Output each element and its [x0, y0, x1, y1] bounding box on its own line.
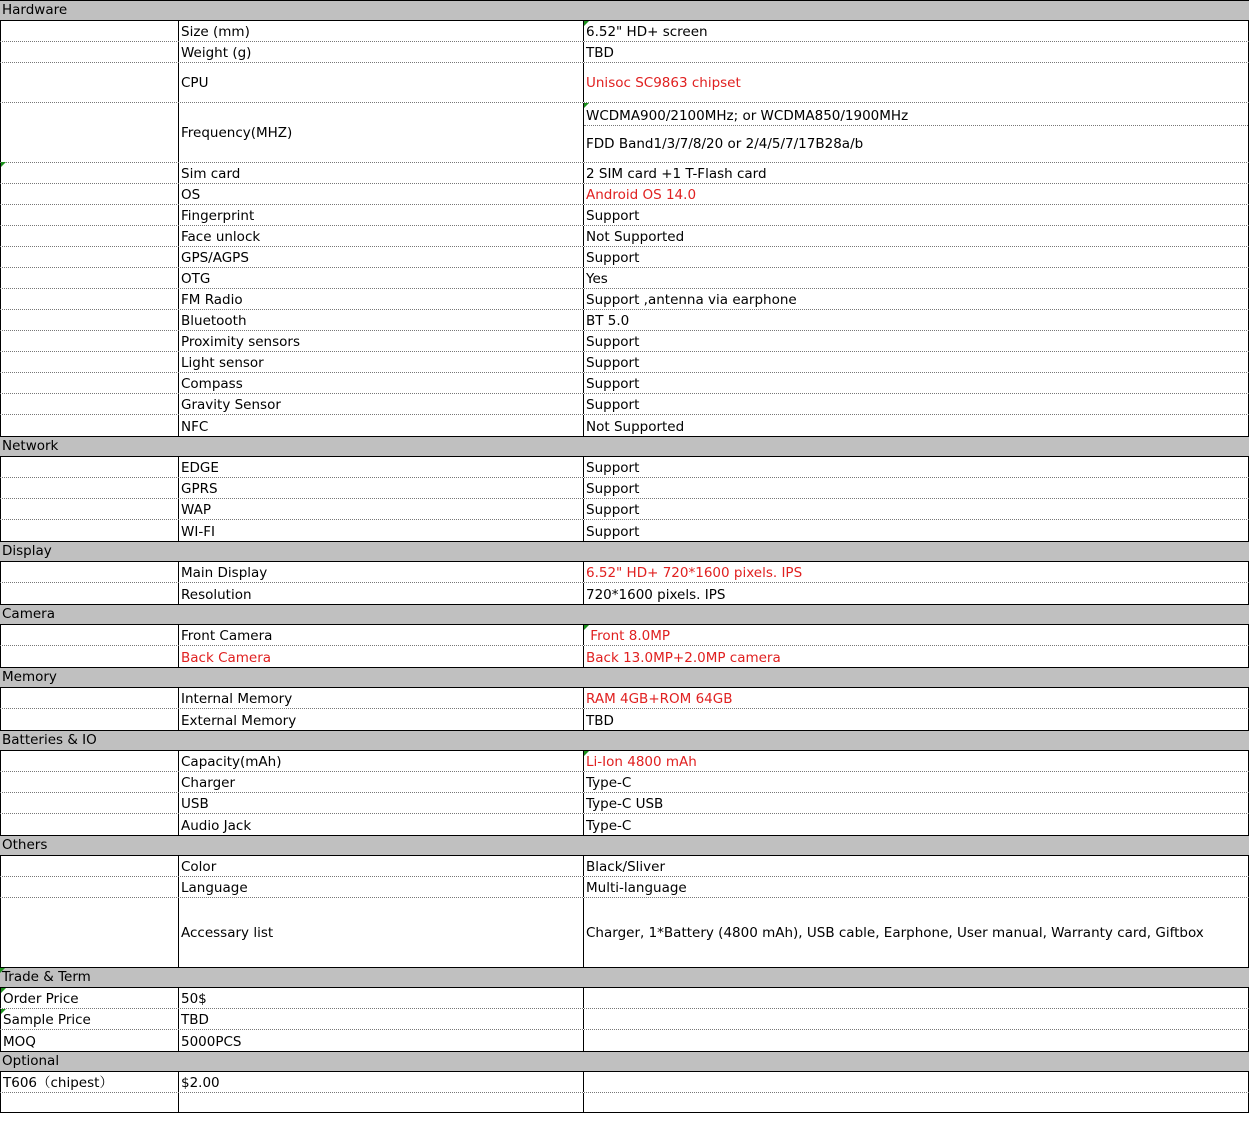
section-display — [0, 541, 1249, 562]
spec-value: Yes — [586, 271, 608, 287]
trade-row-order-price — [0, 988, 1249, 1009]
spec-row-wifi — [0, 520, 1249, 541]
spec-label: OS — [181, 187, 201, 203]
spec-label: Audio Jack — [181, 818, 252, 834]
spec-value: Not Supported — [586, 419, 685, 435]
spec-value: 6.52" HD+ 720*1600 pixels. IPS — [586, 565, 803, 581]
spec-label: Language — [181, 880, 248, 896]
spec-value: Support ,antenna via earphone — [586, 292, 797, 308]
spec-value: BT 5.0 — [586, 313, 630, 329]
spec-row-color — [0, 856, 1249, 877]
spec-row-bluetooth — [0, 310, 1249, 331]
spec-value: TBD — [586, 713, 614, 729]
section-network — [0, 436, 1249, 457]
spec-row-gprs — [0, 478, 1249, 499]
spec-value-lte: FDD Band1/3/7/8/20 or 2/4/5/7/17B28a/b — [586, 136, 864, 152]
section-others — [0, 835, 1249, 856]
trade-label: Sample Price — [3, 1012, 91, 1028]
spec-label: GPRS — [181, 481, 218, 497]
optional-value: $2.00 — [181, 1075, 220, 1091]
spec-row-cpu — [0, 63, 1249, 103]
spec-value: Multi-language — [586, 880, 687, 896]
trade-row-sample-price — [0, 1009, 1249, 1030]
spec-row-edge — [0, 457, 1249, 478]
spec-row-language — [0, 877, 1249, 898]
spec-value: Not Supported — [586, 229, 685, 245]
spec-label: Sim card — [181, 166, 241, 182]
spec-label: USB — [181, 796, 209, 812]
spec-value: Front 8.0MP — [586, 628, 670, 644]
trade-row-moq — [0, 1030, 1249, 1051]
spec-value-umts: WCDMA900/2100MHz; or WCDMA850/1900MHz — [586, 108, 909, 124]
spec-label: Proximity sensors — [181, 334, 300, 350]
section-title: Trade & Term — [2, 969, 91, 985]
spec-row-resolution — [0, 583, 1249, 604]
spec-value: RAM 4GB+ROM 64GB — [586, 691, 733, 707]
section-title: Network — [2, 438, 59, 454]
section-title: Camera — [2, 606, 55, 622]
section-camera — [0, 604, 1249, 625]
spec-row-charger — [0, 772, 1249, 793]
spec-value: Type-C USB — [586, 796, 664, 812]
spec-row-fingerprint — [0, 205, 1249, 226]
spec-value: Android OS 14.0 — [586, 187, 697, 203]
spec-value: Support — [586, 397, 640, 413]
spec-value: Support — [586, 376, 640, 392]
spec-label: Fingerprint — [181, 208, 255, 224]
section-title: Display — [2, 543, 52, 559]
spec-value: Support — [586, 334, 640, 350]
spec-value: Type-C — [586, 818, 632, 834]
spec-value: Support — [586, 355, 640, 371]
spec-row-size — [0, 21, 1249, 42]
section-title: Hardware — [2, 2, 68, 18]
spec-value: Back 13.0MP+2.0MP camera — [586, 650, 781, 666]
spec-label: Bluetooth — [181, 313, 247, 329]
spec-label: Front Camera — [181, 628, 273, 644]
trade-label: MOQ — [3, 1034, 36, 1050]
spec-row-usb — [0, 793, 1249, 814]
spec-label: NFC — [181, 419, 209, 435]
trade-value: 5000PCS — [181, 1034, 242, 1050]
spec-row-capacity — [0, 751, 1249, 772]
spec-row-nfc — [0, 415, 1249, 436]
spec-label: Weight (g) — [181, 45, 252, 61]
spec-label: Size (mm) — [181, 24, 250, 40]
spec-label: Main Display — [181, 565, 268, 581]
spec-value: Support — [586, 208, 640, 224]
spec-row-main-display — [0, 562, 1249, 583]
section-title: Memory — [2, 669, 57, 685]
spec-value: Support — [586, 250, 640, 266]
section-title: Batteries & IO — [2, 732, 97, 748]
spec-label: WI-FI — [181, 524, 215, 540]
section-memory — [0, 667, 1249, 688]
spec-label: Charger — [181, 775, 235, 791]
spec-value: Support — [586, 524, 640, 540]
spec-label: OTG — [181, 271, 211, 287]
spec-value: Support — [586, 481, 640, 497]
spec-label: Accessary list — [181, 924, 274, 941]
spec-label: Back Camera — [181, 650, 272, 666]
spec-label: Capacity(mAh) — [181, 754, 282, 770]
spec-row-accessory — [0, 898, 1249, 967]
spec-label: Compass — [181, 376, 243, 392]
spec-row-face-unlock — [0, 226, 1249, 247]
spec-value: Li-Ion 4800 mAh — [586, 754, 697, 770]
spec-label: CPU — [181, 74, 209, 91]
trade-label: Order Price — [3, 991, 79, 1007]
comment-marker-icon — [0, 968, 5, 973]
spec-row-compass — [0, 373, 1249, 394]
spec-row-fm-radio — [0, 289, 1249, 310]
spec-label: Gravity Sensor — [181, 397, 281, 413]
spec-row-back-camera — [0, 646, 1249, 667]
spec-row-internal-memory — [0, 688, 1249, 709]
spec-value: TBD — [586, 45, 614, 61]
spec-row-gps — [0, 247, 1249, 268]
spec-value: 720*1600 pixels. IPS — [586, 587, 726, 603]
spec-value: Charger, 1*Battery (4800 mAh), USB cable, Earphone, User manual, Warranty card, Giftbox — [586, 924, 1204, 941]
spec-row-audio-jack — [0, 814, 1249, 835]
spec-label: WAP — [181, 502, 211, 518]
section-title: Others — [2, 837, 48, 853]
spec-row-wap — [0, 499, 1249, 520]
spec-label: External Memory — [181, 713, 297, 729]
spec-label: EDGE — [181, 460, 219, 476]
spec-row-proximity — [0, 331, 1249, 352]
spec-row-sim — [0, 163, 1249, 184]
section-hardware — [0, 0, 1249, 21]
spec-label: GPS/AGPS — [181, 250, 249, 266]
optional-row-t606 — [0, 1072, 1249, 1093]
empty-row — [0, 1093, 1249, 1113]
spec-value: 2 SIM card +1 T-Flash card — [586, 166, 767, 182]
spec-label: Resolution — [181, 587, 252, 603]
spec-value: Support — [586, 502, 640, 518]
section-trade — [0, 967, 1249, 988]
spec-label: Face unlock — [181, 229, 261, 245]
section-optional — [0, 1051, 1249, 1072]
spec-label: Frequency(MHZ) — [181, 124, 293, 141]
optional-label: T606（chipest） — [3, 1075, 113, 1091]
trade-value: 50$ — [181, 991, 207, 1007]
spec-row-weight — [0, 42, 1249, 63]
spec-row-os — [0, 184, 1249, 205]
spec-row-front-camera — [0, 625, 1249, 646]
spec-label: FM Radio — [181, 292, 243, 308]
spec-label: Internal Memory — [181, 691, 293, 707]
spec-row-gravity — [0, 394, 1249, 415]
spec-value: Type-C — [586, 775, 632, 791]
spec-value: 6.52" HD+ screen — [586, 24, 708, 40]
section-batteries — [0, 730, 1249, 751]
trade-value: TBD — [181, 1012, 209, 1028]
spec-label: Light sensor — [181, 355, 264, 371]
spec-row-otg — [0, 268, 1249, 289]
spec-label: Color — [181, 859, 217, 875]
spec-row-frequency — [0, 103, 1249, 163]
spec-value: Support — [586, 460, 640, 476]
spec-row-light-sensor — [0, 352, 1249, 373]
spec-value: Black/Sliver — [586, 859, 665, 875]
section-title: Optional — [2, 1053, 60, 1069]
spec-row-external-memory — [0, 709, 1249, 730]
spec-value: Unisoc SC9863 chipset — [586, 74, 741, 91]
